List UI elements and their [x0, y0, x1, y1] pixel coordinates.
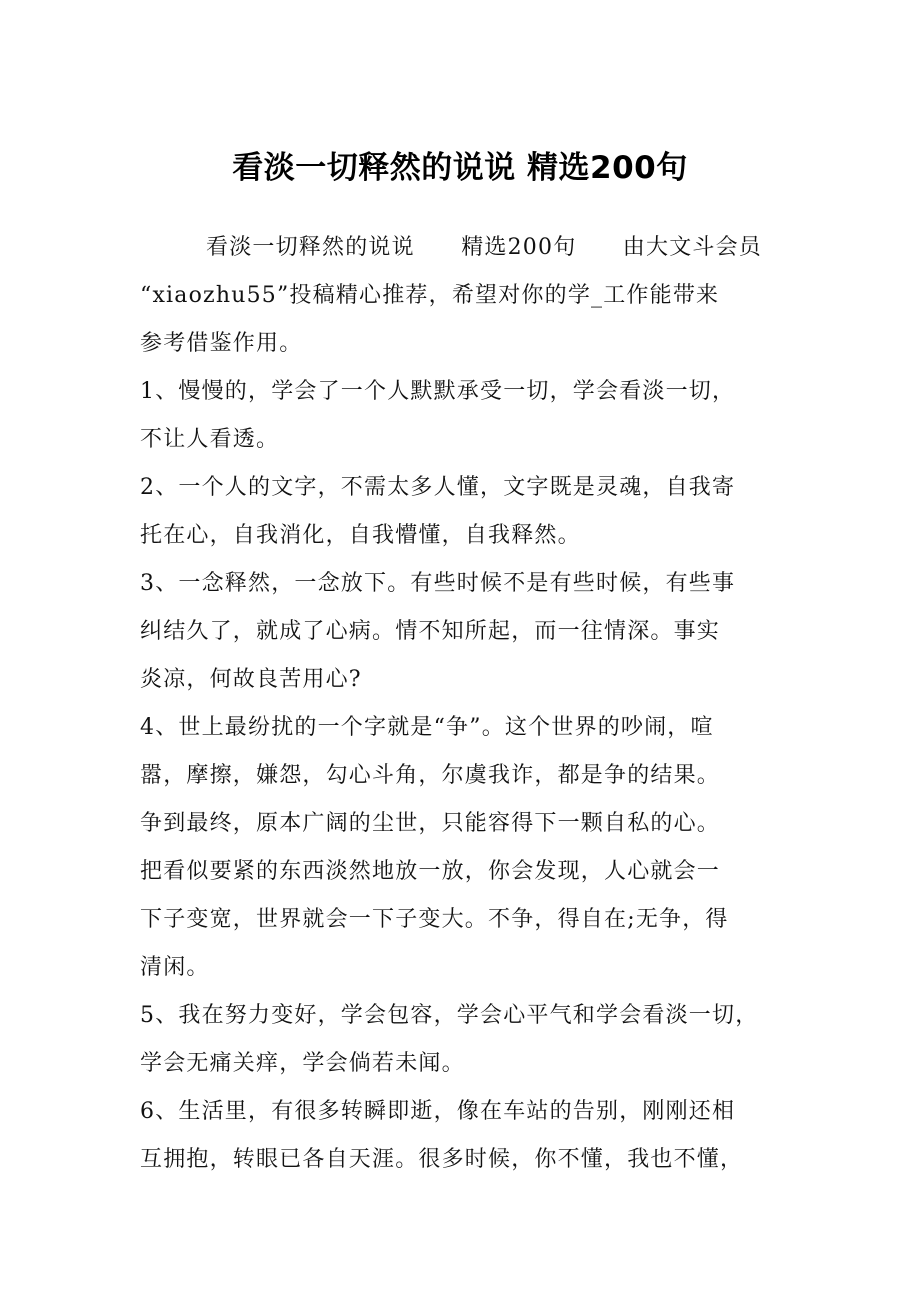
body-line: 3、一念释然，一念放下。有些时候不是有些时候，有些事 — [140, 571, 736, 596]
body-line: 看淡一切释然的说说 精选200句 由大文斗会员 — [206, 235, 762, 260]
body-line: 下子变宽，世界就会一下子变大。不争，得自在;无争，得 — [140, 907, 729, 932]
body-line: 不让人看透。 — [140, 427, 280, 452]
document-title: 看淡一切释然的说说 精选200句 — [232, 150, 688, 186]
body-line: 1、慢慢的，学会了一个人默默承受一切，学会看淡一切， — [140, 379, 736, 404]
body-line: 参考借鉴作用。 — [140, 331, 303, 356]
body-line: 2、一个人的文字，不需太多人懂，文字既是灵魂，自我寄 — [140, 475, 736, 500]
body-line: 嚣，摩擦，嫌怨，勾心斗角，尔虞我诈，都是争的结果。 — [140, 763, 721, 788]
body-line: 学会无痛关痒，学会倘若未闻。 — [140, 1051, 465, 1076]
document-body — [140, 224, 780, 1184]
body-line: 4、世上最纷扰的一个字就是“争”。这个世界的吵闹，喧 — [140, 715, 714, 740]
body-line: 托在心，自我消化，自我懵懂，自我释然。 — [140, 523, 581, 548]
body-line: 清闲。 — [140, 955, 210, 980]
body-line: 6、生活里，有很多转瞬即逝，像在车站的告别，刚刚还相 — [140, 1099, 736, 1124]
body-line: 互拥抱，转眼已各自天涯。很多时候，你不懂，我也不懂， — [140, 1147, 744, 1172]
body-line: 争到最终，原本广阔的尘世，只能容得下一颗自私的心。 — [140, 811, 721, 836]
body-line: 把看似要紧的东西淡然地放一放，你会发现，人心就会一 — [140, 859, 721, 884]
body-line: “xiaozhu55”投稿精心推荐，希望对你的学_工作能带来 — [140, 283, 720, 308]
body-line: 纠结久了，就成了心病。情不知所起，而一往情深。事实 — [140, 619, 721, 644]
body-line: 5、我在努力变好，学会包容，学会心平气和学会看淡一切， — [140, 1003, 759, 1028]
body-line: 炎凉，何故良苦用心? — [140, 667, 362, 692]
